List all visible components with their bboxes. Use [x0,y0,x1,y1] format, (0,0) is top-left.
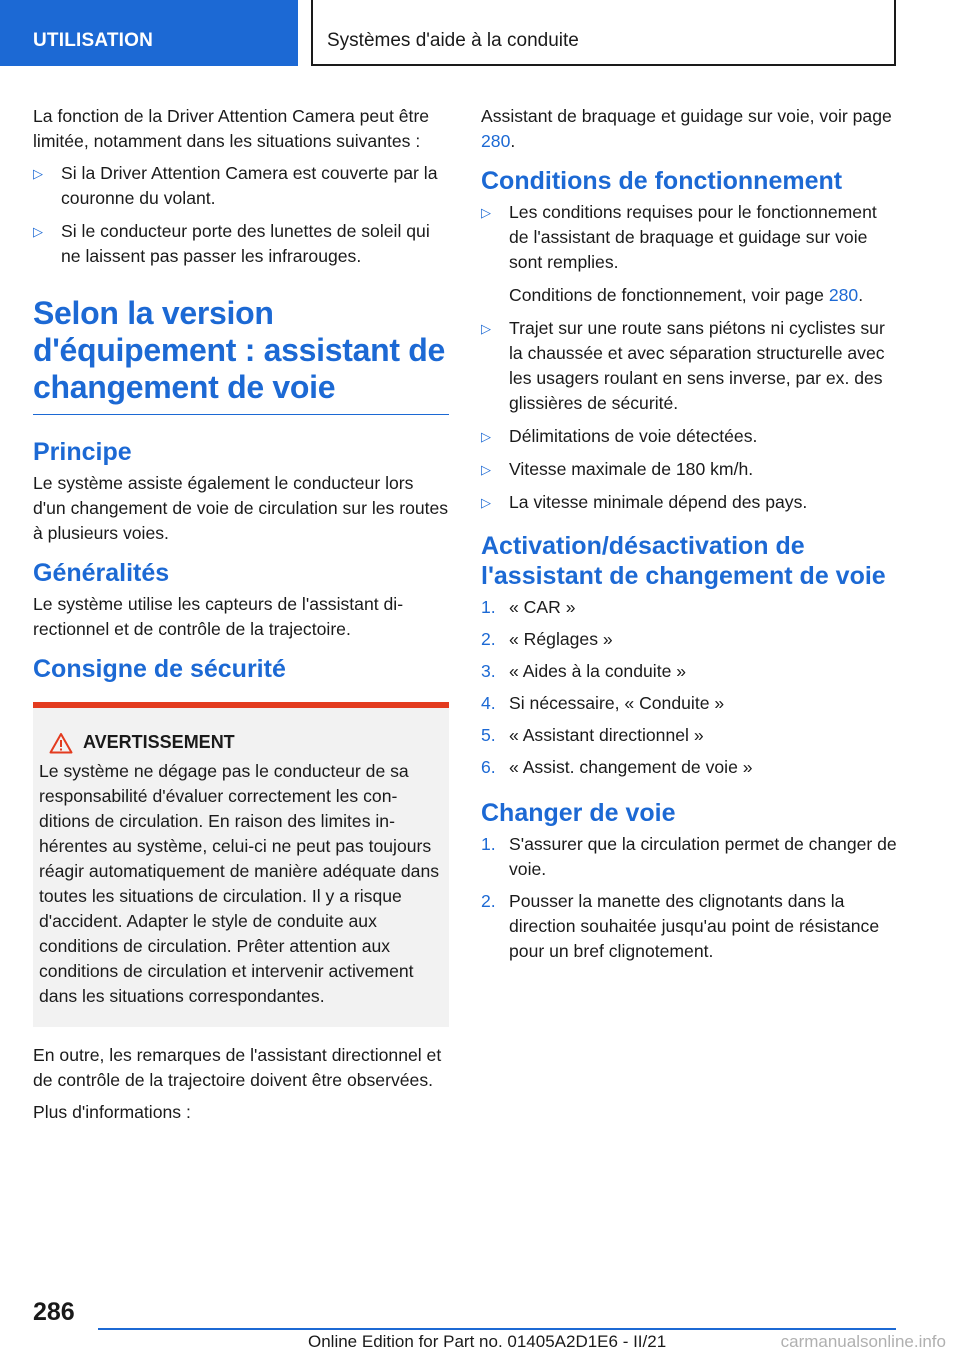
list-item: ▷ La vitesse minimale dépend des pays. [481,490,897,515]
changer-heading: Changer de voie [481,799,676,827]
page-header [0,0,960,66]
after-warning-text: En outre, les remarques de l'assistant directionnel et de contrôle de la trajectoire doivent être observées. [33,1045,442,1090]
step-item: 6. « Assist. changement de voie » [481,757,753,777]
watermark: carmanualsonline.info [780,1332,946,1351]
activation-steps [481,595,897,780]
step-item: 2. Pousser la manette des clignotants dans la direction souhaitée jusqu'au point de résistance pour un bref clignotement. [481,891,880,961]
step-item: 3. « Aides à la conduite » [481,661,687,681]
section-heading: Selon la version d'équipement : assistant de changement de voie [33,295,449,415]
list-item: ▷ Si le conducteur porte des lunettes de soleil qui ne laissent pas passer les infrarouges. [33,221,430,266]
list-item: ▷ Les conditions requises pour le fonctionnement de l'assistant de braquage et guidage sur voie sont remplies. Conditions de fonctionnement, voir page 280. [481,200,897,308]
triangle-bullet-icon: ▷ [481,205,491,220]
principe-text: Le système assiste également le conducteur lors d'un changement de voie de circulation sur les routes à plusieurs voies. [33,473,449,543]
page-link[interactable]: 280 [481,131,511,151]
list-item: ▷ Délimitations de voie détectées. [481,424,897,449]
step-item: 4. Si nécessaire, « Conduite » [481,693,725,713]
reference-paragraph: Assistant de braquage et guidage sur voie, voir page 280. [481,106,892,151]
section-title: UTILISATION [33,30,154,51]
conditions-heading: Conditions de fonctionnement [481,167,843,195]
right-column [481,104,897,972]
step-item: 5. « Assistant directionnel » [481,725,704,745]
footer-divider [98,1328,896,1330]
chapter-tab [311,0,896,66]
warning-triangle-icon [49,732,73,754]
changer-steps [481,832,897,964]
warning-title: AVERTISSEMENT [83,732,235,752]
more-info-text: Plus d'informations : [33,1102,191,1122]
sub-reference: Conditions de fonctionnement, voir page 280. [509,285,864,305]
triangle-bullet-icon: ▷ [481,462,491,477]
securite-heading: Consigne de sécurité [33,655,286,683]
list-item: ▷ Trajet sur une route sans piétons ni cyclistes sur la chaussée et avec séparation structurelle avec les usagers roulant en sens inverse, par ex. des glissières de sécurité. [481,318,885,413]
triangle-bullet-icon: ▷ [481,321,491,336]
triangle-bullet-icon: ▷ [33,166,43,181]
generalites-heading: Généralités [33,559,170,587]
activation-heading: Activation/désactivation de l'assistant de changement de voie [481,532,886,590]
warning-box [33,702,449,1027]
edition-text: Online Edition for Part no. 01405A2D1E6 - II/21 [308,1332,667,1351]
triangle-bullet-icon: ▷ [481,495,491,510]
step-item: 1. « CAR » [481,597,576,617]
list-item: ▷ Si la Driver Attention Camera est couverte par la couronne du volant. [33,163,438,208]
warning-text: Le système ne dégage pas le conducteur de sa responsabilité d'évaluer correctement les conditions de circulation. En raison des limites inhérentes au système, celui-ci ne peut pas toujours réagir automatiquement de manière adéquate dans toutes les situations de circulation. Il y a risque d'accident. Adapter le style de conduite aux conditions de circulation. Prêter attention aux conditions de circulation et intervenir activement dans les situations correspondantes. [39,761,440,1006]
intro-paragraph: La fonction de la Driver Attention Camera peut être limitée, notamment dans les situations suivantes : [33,106,430,151]
list-item: ▷ Vitesse maximale de 180 km/h. [481,457,897,482]
step-item: 2. « Réglages » [481,629,613,649]
limitation-list [33,161,449,269]
page-number: 286 [33,1298,75,1326]
triangle-bullet-icon: ▷ [33,224,43,239]
section-tab [0,0,298,66]
warning-title-row [39,730,441,755]
conditions-list [481,200,897,515]
triangle-bullet-icon: ▷ [481,429,491,444]
left-column [33,104,449,1132]
step-item: 1. S'assurer que la circulation permet de changer de voie. [481,834,897,879]
generalites-text: Le système utilise les capteurs de l'assistant directionnel et de contrôle de la trajectoire. [33,594,404,639]
page-link[interactable]: 280 [828,285,859,305]
principe-heading: Principe [33,438,132,466]
chapter-title: Systèmes d'aide à la conduite [327,30,579,51]
